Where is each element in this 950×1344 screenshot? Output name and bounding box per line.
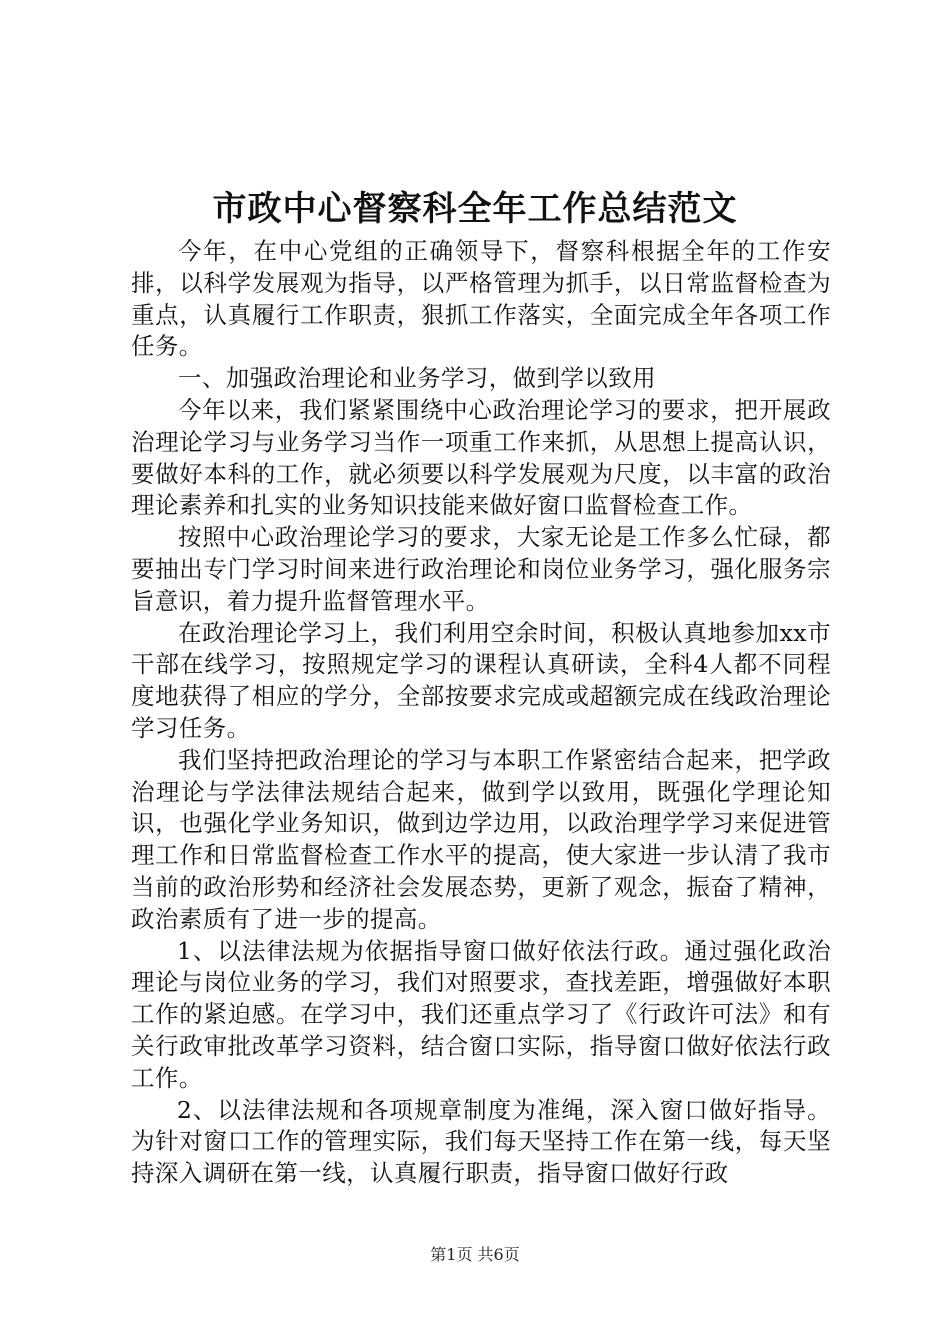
- document-title: 市政中心督察科全年工作总结范文: [212, 189, 738, 229]
- paragraph: 今年以来，我们紧紧围绕中心政治理论学习的要求，把开展政治理论学习与业务学习当作一项重工作来抓，从思想上提高认识，要做好本科的工作，就必须要以科学发展观为尺度，以丰富的政治理论素养和扎实的业务知识技能来做好窗口监督检查工作。: [131, 395, 831, 520]
- numbered-paragraph-1: 1、以法律法规为依据指导窗口做好依法行政。通过强化政治理论与岗位业务的学习，我们对照要求，查找差距，增强做好本职工作的紧迫感。在学习中，我们还重点学习了《行政许可法》和有关行政审批改革学习资料，结合窗口实际，指导窗口做好依法行政工作。: [131, 936, 831, 1092]
- paragraph: 在政治理论学习上，我们利用空余时间，积极认真地参加xx市干部在线学习，按照规定学习的课程认真研读，全科4人都不同程度地获得了相应的学分，全部按要求完成或超额完成在线政治理论学习任务。: [131, 618, 831, 742]
- page-number-footer: 第1页 共6页: [430, 1245, 520, 1264]
- section-heading-1: 一、加强政治理论和业务学习，做到学以致用: [178, 364, 656, 393]
- paragraph: 按照中心政治理论学习的要求，大家无论是工作多么忙碌，都要抽出专门学习时间来进行政治理论和岗位业务学习，强化服务宗旨意识，着力提升监督管理水平。: [131, 523, 831, 615]
- document-body: [131, 236, 831, 1190]
- paragraph-intro: 今年，在中心党组的正确领导下，督察科根据全年的工作安排，以科学发展观为指导，以严格管理为抓手，以日常监督检查为重点，认真履行工作职责，狠抓工作落实，全面完成全年各项工作任务。: [131, 237, 831, 361]
- paragraph: 我们坚持把政治理论的学习与本职工作紧密结合起来，把学政治理论与学法律法规结合起来，做到学以致用，既强化学理论知识，也强化学业务知识，做到边学边用，以政治理学学习来促进管理工作和日常监督检查工作水平的提高，使大家进一步认清了我市当前的政治形势和经济社会发展态势，更新了观念，振奋了精神，政治素质有了进一步的提高。: [131, 745, 831, 933]
- numbered-paragraph-2: 2、以法律法规和各项规章制度为准绳，深入窗口做好指导。为针对窗口工作的管理实际，我们每天坚持工作在第一线，每天坚持深入调研在第一线，认真履行职责，指导窗口做好行政: [131, 1095, 831, 1188]
